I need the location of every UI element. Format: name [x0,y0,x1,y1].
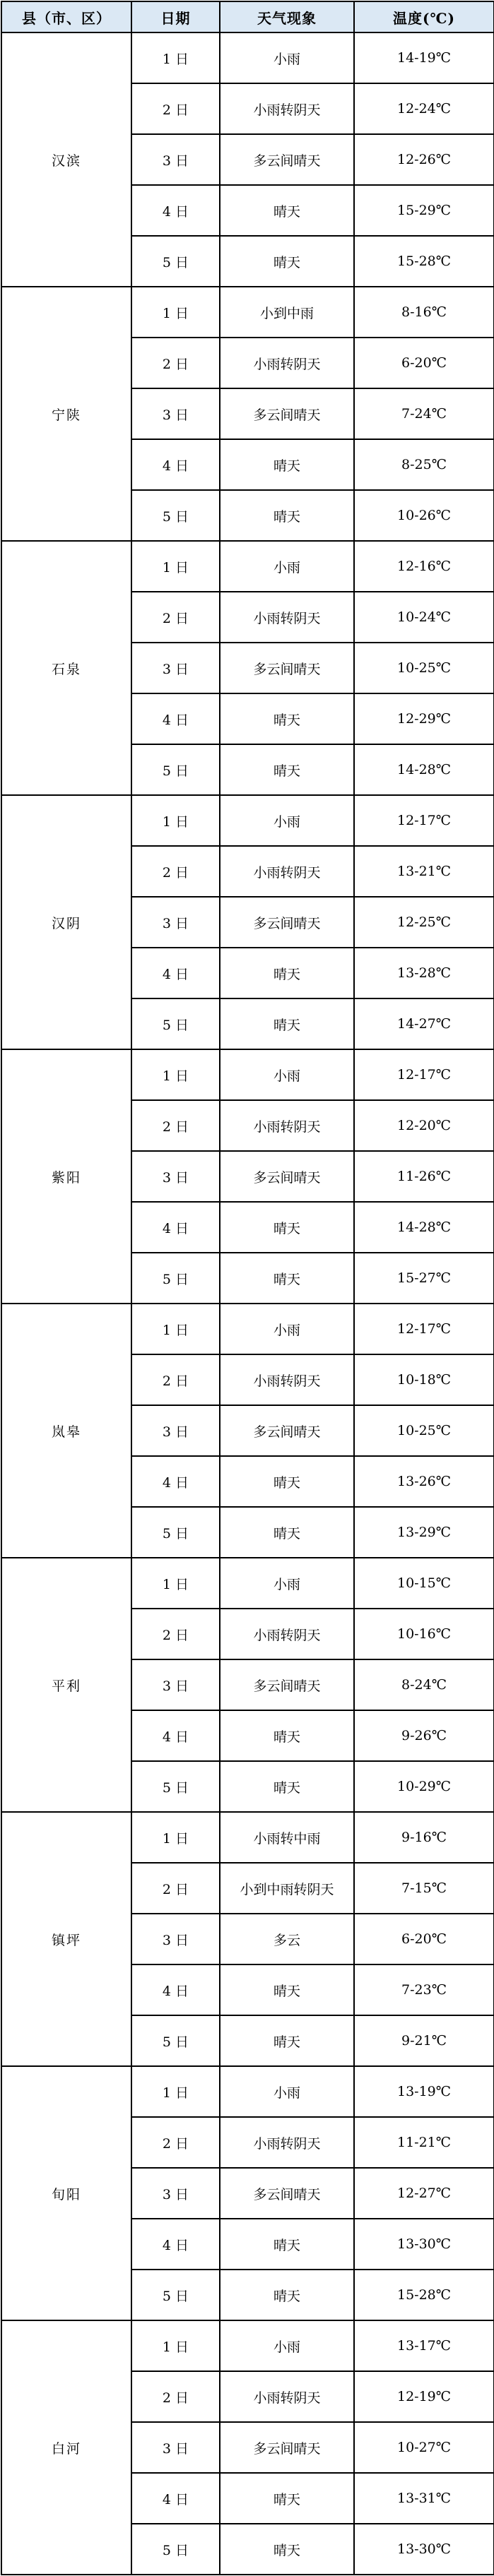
weather-cell: 小雨转阴天 [220,1354,354,1405]
date-cell: 3 日 [131,643,220,693]
date-cell: 4 日 [131,2219,220,2270]
region-cell: 岚皋 [1,1304,131,1558]
weather-cell: 小雨 [220,32,354,83]
date-cell: 1 日 [131,1304,220,1354]
temp-cell: 10-15℃ [354,1558,494,1609]
date-cell: 4 日 [131,1710,220,1761]
date-cell: 2 日 [131,83,220,134]
weather-cell: 小雨转阴天 [220,1609,354,1659]
temp-cell: 11-21℃ [354,2117,494,2168]
region-cell: 旬阳 [1,2066,131,2320]
temp-cell: 10-29℃ [354,1761,494,1812]
date-cell: 1 日 [131,32,220,83]
weather-cell: 多云 [220,1914,354,1964]
date-cell: 4 日 [131,439,220,490]
weather-cell: 晴天 [220,490,354,541]
date-cell: 3 日 [131,388,220,439]
weather-cell: 小到中雨 [220,287,354,338]
weather-cell: 小雨 [220,2320,354,2371]
date-cell: 3 日 [131,2422,220,2473]
temp-cell: 12-17℃ [354,1049,494,1100]
weather-cell: 晴天 [220,693,354,744]
region-cell: 镇坪 [1,1812,131,2066]
temp-cell: 13-28℃ [354,948,494,998]
region-cell: 宁陕 [1,287,131,541]
temp-cell: 12-17℃ [354,1304,494,1354]
temp-cell: 12-16℃ [354,541,494,592]
temp-cell: 8-16℃ [354,287,494,338]
date-cell: 2 日 [131,2371,220,2422]
temp-cell: 13-30℃ [354,2219,494,2270]
header-row [1,1,494,32]
date-cell: 3 日 [131,1914,220,1964]
temp-cell: 6-20℃ [354,1914,494,1964]
header-weather: 天气现象 [220,1,354,32]
temp-cell: 12-27℃ [354,2168,494,2219]
table-row [1,1049,494,1100]
date-cell: 1 日 [131,1049,220,1100]
temp-cell: 13-17℃ [354,2320,494,2371]
table-row [1,1812,494,1863]
temp-cell: 10-27℃ [354,2422,494,2473]
temp-cell: 15-28℃ [354,2270,494,2320]
date-cell: 1 日 [131,1558,220,1609]
temp-cell: 14-28℃ [354,744,494,795]
temp-cell: 13-19℃ [354,2066,494,2117]
temp-cell: 9-16℃ [354,1812,494,1863]
date-cell: 3 日 [131,134,220,185]
date-cell: 2 日 [131,1354,220,1405]
temp-cell: 12-26℃ [354,134,494,185]
date-cell: 4 日 [131,693,220,744]
date-cell: 1 日 [131,795,220,846]
weather-cell: 晴天 [220,2219,354,2270]
date-cell: 5 日 [131,490,220,541]
date-cell: 5 日 [131,1507,220,1558]
weather-cell: 小雨 [220,795,354,846]
weather-cell: 晴天 [220,1761,354,1812]
date-cell: 3 日 [131,1405,220,1456]
temp-cell: 13-26℃ [354,1456,494,1507]
temp-cell: 9-21℃ [354,2015,494,2066]
weather-cell: 晴天 [220,2473,354,2524]
weather-cell: 多云间晴天 [220,643,354,693]
temp-cell: 12-24℃ [354,83,494,134]
date-cell: 5 日 [131,2015,220,2066]
table-row [1,32,494,83]
temp-cell: 8-24℃ [354,1659,494,1710]
date-cell: 5 日 [131,2270,220,2320]
weather-cell: 小雨转中雨 [220,1812,354,1863]
weather-cell: 小雨 [220,1049,354,1100]
weather-cell: 多云间晴天 [220,2168,354,2219]
region-cell: 平利 [1,1558,131,1812]
weather-cell: 晴天 [220,948,354,998]
region-cell: 汉阴 [1,795,131,1049]
date-cell: 2 日 [131,338,220,388]
table-row [1,795,494,846]
temp-cell: 15-28℃ [354,236,494,287]
temp-cell: 10-25℃ [354,643,494,693]
weather-cell: 小到中雨转阴天 [220,1863,354,1914]
weather-cell: 多云间晴天 [220,1151,354,1202]
temp-cell: 14-28℃ [354,1202,494,1253]
table-body [1,32,494,2575]
temp-cell: 10-25℃ [354,1405,494,1456]
temp-cell: 12-29℃ [354,693,494,744]
weather-cell: 小雨转阴天 [220,846,354,897]
table-row [1,287,494,338]
temp-cell: 10-26℃ [354,490,494,541]
date-cell: 1 日 [131,2066,220,2117]
weather-cell: 晴天 [220,236,354,287]
temp-cell: 8-25℃ [354,439,494,490]
weather-cell: 小雨 [220,1558,354,1609]
date-cell: 2 日 [131,592,220,643]
weather-cell: 晴天 [220,1253,354,1304]
weather-cell: 小雨转阴天 [220,83,354,134]
header-date: 日期 [131,1,220,32]
temp-cell: 14-27℃ [354,998,494,1049]
weather-cell: 晴天 [220,2270,354,2320]
weather-cell: 小雨转阴天 [220,2117,354,2168]
weather-forecast-table [1,1,494,2575]
temp-cell: 9-26℃ [354,1710,494,1761]
weather-cell: 晴天 [220,185,354,236]
weather-cell: 小雨转阴天 [220,2371,354,2422]
weather-cell: 多云间晴天 [220,134,354,185]
weather-cell: 小雨转阴天 [220,592,354,643]
temp-cell: 14-19℃ [354,32,494,83]
temp-cell: 10-18℃ [354,1354,494,1405]
date-cell: 4 日 [131,1964,220,2015]
weather-cell: 晴天 [220,1456,354,1507]
date-cell: 4 日 [131,948,220,998]
date-cell: 2 日 [131,1609,220,1659]
date-cell: 2 日 [131,2117,220,2168]
weather-cell: 小雨 [220,541,354,592]
temp-cell: 12-19℃ [354,2371,494,2422]
date-cell: 5 日 [131,236,220,287]
weather-cell: 多云间晴天 [220,897,354,948]
temp-cell: 11-26℃ [354,1151,494,1202]
weather-cell: 晴天 [220,1507,354,1558]
date-cell: 3 日 [131,1659,220,1710]
weather-cell: 晴天 [220,744,354,795]
weather-cell: 多云间晴天 [220,388,354,439]
temp-cell: 12-20℃ [354,1100,494,1151]
weather-cell: 晴天 [220,2015,354,2066]
date-cell: 5 日 [131,998,220,1049]
date-cell: 5 日 [131,1253,220,1304]
temp-cell: 13-29℃ [354,1507,494,1558]
weather-cell: 小雨转阴天 [220,338,354,388]
header-temp: 温度(℃) [354,1,494,32]
weather-cell: 小雨 [220,2066,354,2117]
date-cell: 5 日 [131,744,220,795]
date-cell: 3 日 [131,1151,220,1202]
temp-cell: 15-29℃ [354,185,494,236]
table-row [1,1304,494,1354]
weather-cell: 多云间晴天 [220,1405,354,1456]
date-cell: 1 日 [131,1812,220,1863]
date-cell: 1 日 [131,287,220,338]
date-cell: 1 日 [131,2320,220,2371]
date-cell: 4 日 [131,2473,220,2524]
temp-cell: 10-16℃ [354,1609,494,1659]
weather-cell: 多云间晴天 [220,2422,354,2473]
table-row [1,1558,494,1609]
region-cell: 白河 [1,2320,131,2575]
date-cell: 3 日 [131,2168,220,2219]
date-cell: 4 日 [131,1202,220,1253]
date-cell: 5 日 [131,2524,220,2575]
date-cell: 2 日 [131,1100,220,1151]
weather-cell: 多云间晴天 [220,1659,354,1710]
date-cell: 4 日 [131,185,220,236]
table-row [1,2320,494,2371]
table-row [1,2066,494,2117]
region-cell: 石泉 [1,541,131,795]
temp-cell: 6-20℃ [354,338,494,388]
temp-cell: 13-31℃ [354,2473,494,2524]
date-cell: 2 日 [131,846,220,897]
temp-cell: 7-23℃ [354,1964,494,2015]
weather-cell: 小雨转阴天 [220,1100,354,1151]
region-cell: 紫阳 [1,1049,131,1304]
temp-cell: 12-17℃ [354,795,494,846]
date-cell: 5 日 [131,1761,220,1812]
weather-cell: 晴天 [220,2524,354,2575]
weather-cell: 晴天 [220,998,354,1049]
temp-cell: 13-21℃ [354,846,494,897]
temp-cell: 7-24℃ [354,388,494,439]
table-header [1,1,494,32]
table-row [1,541,494,592]
weather-cell: 晴天 [220,1964,354,2015]
weather-cell: 小雨 [220,1304,354,1354]
weather-cell: 晴天 [220,1710,354,1761]
temp-cell: 13-30℃ [354,2524,494,2575]
header-region: 县（市、区） [1,1,131,32]
weather-cell: 晴天 [220,439,354,490]
date-cell: 4 日 [131,1456,220,1507]
date-cell: 2 日 [131,1863,220,1914]
temp-cell: 10-24℃ [354,592,494,643]
date-cell: 1 日 [131,541,220,592]
temp-cell: 7-15℃ [354,1863,494,1914]
weather-cell: 晴天 [220,1202,354,1253]
temp-cell: 12-25℃ [354,897,494,948]
temp-cell: 15-27℃ [354,1253,494,1304]
region-cell: 汉滨 [1,32,131,287]
date-cell: 3 日 [131,897,220,948]
